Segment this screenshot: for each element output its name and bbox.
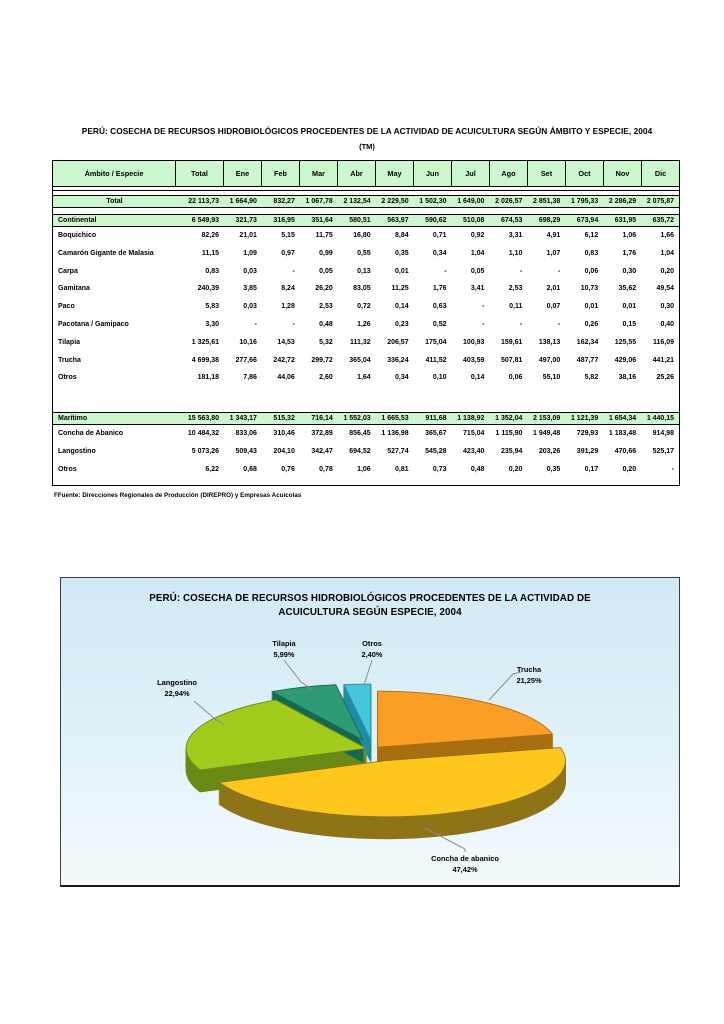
value-cell: 2,01 [546,285,561,293]
value-cell: - [520,320,523,328]
value-cell: 0,06 [584,267,599,275]
value-cell: 5,83 [205,303,219,311]
value-cell: 0,20 [660,267,675,275]
slice-label-name: Langostino [157,678,197,687]
row-label-cell: Total [106,198,123,205]
value-cell: 365,67 [425,430,447,438]
value-cell: 429,06 [614,356,637,364]
row-label-cell: Otros [58,374,77,382]
value-cell: 590,62 [425,217,447,224]
value-cell: 411,52 [425,356,447,364]
value-cell: 729,93 [576,430,599,438]
table-row [53,425,679,443]
row-label-cell: Otros [58,465,77,473]
value-cell: 0,34 [432,249,447,257]
value-cell: 856,45 [349,430,371,438]
value-cell: 16,80 [353,232,371,239]
value-cell: 911,68 [425,415,447,423]
value-cell: 0,01 [584,303,599,311]
value-cell: 1 665,53 [381,415,409,423]
slice-label-name: Concha de abanico [431,854,499,863]
row-label-cell: Camarón Gigante de Malasia [58,249,154,257]
value-cell: 0,97 [281,249,295,257]
value-cell: 1 343,17 [229,415,257,423]
value-cell: 1 949,48 [533,430,561,438]
value-cell: 2 286,29 [608,198,637,205]
value-cell: - [520,267,523,275]
value-cell: 0,83 [584,249,599,257]
table-row [53,443,679,461]
value-cell: 1 183,48 [608,430,637,438]
value-cell: 545,28 [425,447,447,455]
value-cell: 35,62 [618,285,637,293]
value-cell: 8,84 [394,232,409,239]
value-cell: 0,48 [470,465,485,473]
value-cell: 0,20 [622,465,637,473]
value-cell: 0,35 [546,465,561,473]
value-cell: 0,35 [394,249,409,257]
value-cell: 1 136,98 [381,430,409,438]
value-cell: 181,18 [197,374,219,382]
chart-title-line1: PERÚ: COSECHA DE RECURSOS HIDROBIOLÓGICOS PROCEDENTES DE LA ACTIVIDAD DE [149,593,591,604]
value-cell: 423,40 [463,447,485,455]
value-cell: 10 484,32 [187,430,219,438]
slice-label-percent: 21,25% [516,676,542,685]
label-leader-line [364,660,372,685]
value-cell: 1,06 [622,232,637,239]
value-cell: 11,25 [391,285,409,293]
table-row [53,352,679,370]
value-cell: 49,54 [656,285,675,293]
header-cell: Total [176,161,224,186]
value-cell: 4 699,38 [191,356,219,364]
value-cell: 159,61 [500,338,523,346]
table-row [53,316,679,334]
row-label-cell: Pacotana / Gamipaco [58,320,129,328]
row-label-cell: Trucha [58,356,81,364]
value-cell: - [482,303,485,311]
value-cell: 3,31 [508,232,523,239]
header-cell: Dic [654,169,667,178]
value-cell: 111,32 [350,338,371,346]
value-cell: 631,95 [614,217,637,224]
value-cell: 15 563,80 [187,415,219,423]
value-cell: 1,28 [281,303,295,311]
label-leader-line [284,660,313,690]
value-cell: 0,63 [432,303,447,311]
value-cell: - [557,267,561,275]
chart-title-line2: ACUICULTURA SEGÚN ESPECIE, 2004 [278,607,462,618]
value-cell: 2 026,57 [495,198,523,205]
header-cell: Ago [490,161,528,186]
value-cell: 1,04 [470,249,485,257]
value-cell: - [292,320,295,328]
value-cell: 3,85 [243,285,257,293]
value-cell: 0,15 [622,320,637,328]
slice-label-name: Tilapia [272,639,296,648]
table-row [53,369,679,387]
value-cell: 1,76 [432,285,447,293]
value-cell: 3,41 [470,285,485,293]
header-cell: Jul [452,161,490,186]
row-label-cell: Gamitana [58,285,90,293]
value-cell: 441,21 [652,356,675,364]
value-cell: 0,99 [319,249,333,257]
value-cell: 6 549,93 [191,217,219,224]
header-cell: Ámbito / Especie [53,161,176,186]
header-cell: Abr [338,161,376,186]
header-cell: Mar [300,161,338,186]
value-cell: 0,10 [432,374,447,382]
header-cell: Ene [224,161,262,186]
value-cell: 100,93 [463,338,485,346]
header-cell: Jun [414,161,452,186]
value-cell: 203,26 [538,447,561,455]
value-cell: 240,39 [197,285,219,293]
value-cell: 698,29 [538,217,561,224]
slice-label [516,664,541,686]
value-cell: - [254,320,257,328]
value-cell: 674,53 [500,217,523,224]
value-cell: 0,73 [432,465,447,473]
value-cell: 2 075,87 [646,198,675,205]
value-cell: 1,10 [508,249,523,257]
value-cell: 351,64 [311,217,333,224]
slice-label-percent: 22,94% [164,689,190,698]
value-cell: 0,23 [394,320,409,328]
slice-label [431,853,499,875]
value-cell: 0,92 [470,232,485,239]
value-cell: 372,89 [311,430,333,438]
slice-label [362,638,383,660]
row-label-cell: Paco [58,303,75,311]
value-cell: 1 352,04 [495,415,523,423]
value-cell: 1 654,34 [608,415,637,423]
table-header-row [53,161,679,187]
table-row [53,195,679,208]
table-body [53,195,679,479]
value-cell: 0,68 [243,465,257,473]
value-cell: 715,04 [463,430,485,438]
chart-panel [60,577,680,887]
value-cell: 21,01 [239,232,257,239]
value-cell: 0,07 [546,303,561,311]
row-label-cell: Continental [58,217,97,224]
value-cell: 0,72 [357,303,371,311]
table-row [53,280,679,298]
value-cell: 299,72 [311,356,333,364]
value-cell: 1 795,33 [570,198,599,205]
value-cell: 2,53 [508,285,523,293]
value-cell: 125,55 [614,338,637,346]
value-cell: 4,91 [546,232,561,239]
value-cell: 509,43 [235,447,257,455]
value-cell: 11,75 [315,232,333,239]
value-cell: 2,53 [319,303,333,311]
row-label-cell: Marítimo [58,415,88,423]
value-cell: 2 229,50 [381,198,409,205]
value-cell: 26,20 [315,285,333,293]
value-cell: 1,07 [546,249,561,257]
value-cell: 1 502,30 [419,198,447,205]
slice-label [272,638,295,660]
value-cell: 365,04 [349,356,371,364]
table-row [53,227,679,245]
data-table [52,160,680,486]
value-cell: 0,83 [205,267,219,275]
table-spacer-row [53,387,679,412]
value-cell: 1,26 [357,320,371,328]
value-cell: 0,20 [508,465,523,473]
header-cell: Nov [604,161,642,186]
value-cell: 0,14 [470,374,485,382]
value-cell: 1 067,78 [305,198,333,205]
value-cell: 1,06 [357,465,371,473]
header-cell: Feb [262,161,300,186]
value-cell: 277,66 [235,356,257,364]
source-note: FFuente: Direcciones Regionales de Producción (DIREPRO) y Empresas Acuícolas [54,492,302,499]
table-row [53,412,679,425]
value-cell: 914,98 [652,430,675,438]
value-cell: 1 138,92 [457,415,485,423]
value-cell: 2 132,54 [343,198,371,205]
value-cell: 0,01 [622,303,637,311]
value-cell: 5,15 [281,232,295,239]
value-cell: 1 121,39 [570,415,599,423]
value-cell: 580,51 [349,217,371,224]
table-row [53,334,679,352]
value-cell: 694,52 [349,447,371,455]
value-cell: 3,30 [205,320,219,328]
value-cell: 563,97 [387,217,409,224]
value-cell: 1 325,61 [191,338,219,346]
value-cell: 2,60 [319,374,333,382]
value-cell: 0,05 [470,267,485,275]
value-cell: 1,09 [243,249,257,257]
value-cell: 0,14 [394,303,409,311]
value-cell: 0,34 [394,374,409,382]
value-cell: 525,17 [652,447,675,455]
value-cell: 22 113,73 [188,198,219,205]
value-cell: 391,29 [576,447,599,455]
table-row [53,298,679,316]
value-cell: 832,27 [273,198,295,205]
value-cell: 507,81 [500,356,523,364]
value-cell: 0,71 [432,232,447,239]
value-cell: 204,10 [273,447,295,455]
value-cell: 0,48 [319,320,333,328]
value-cell: 14,53 [277,338,295,346]
value-cell: 235,94 [500,447,523,455]
table-row [53,214,679,227]
value-cell: 635,72 [652,217,675,224]
value-cell: - [671,465,675,473]
value-cell: 242,72 [273,356,295,364]
value-cell: 82,26 [201,232,219,239]
value-cell: 5,82 [584,374,599,382]
slice-label-percent: 47,42% [452,865,478,874]
value-cell: 116,09 [653,338,675,346]
row-label-cell: Carpa [58,267,78,275]
value-cell: 1 649,00 [457,198,485,205]
value-cell: 6,22 [205,465,219,473]
value-cell: 175,04 [425,338,447,346]
value-cell: 1 664,90 [229,198,257,205]
pie-chart-svg [61,578,679,885]
value-cell: 0,06 [508,374,523,382]
value-cell: 673,94 [576,217,599,224]
value-cell: 316,95 [273,217,295,224]
table-row [53,245,679,263]
header-cell: Set [528,161,566,186]
row-label-cell: Tilapia [58,338,81,346]
value-cell: - [444,267,447,275]
table-row [53,461,679,479]
value-cell: 0,52 [432,320,447,328]
value-cell: 321,73 [235,217,257,224]
value-cell: 83,05 [353,285,371,293]
value-cell: - [482,320,485,328]
slice-label-percent: 5,99% [273,650,295,659]
value-cell: 0,30 [660,303,675,311]
value-cell: 7,86 [243,374,257,382]
value-cell: 10,16 [239,338,257,346]
header-cell: May [376,161,414,186]
value-cell: 10,73 [580,285,599,293]
table-title: PERÚ: COSECHA DE RECURSOS HIDROBIOLÓGICOS PROCEDENTES DE LA ACTIVIDAD DE ACUICULTURA SEGÚN ÁMBITO Y ESPECIE, 2004 [81,126,653,136]
value-cell: 2 851,38 [533,198,561,205]
value-cell: 0,03 [243,267,257,275]
value-cell: 1,04 [660,249,675,257]
value-cell: 0,55 [357,249,371,257]
value-cell: 5 073,26 [191,447,219,455]
value-cell: 0,78 [319,465,333,473]
table-units-subtitle: (TM) [359,142,375,151]
row-label-cell: Langostino [58,447,96,455]
value-cell: 0,76 [281,465,295,473]
value-cell: 515,32 [273,415,295,423]
slice-label-percent: 2,40% [361,650,383,659]
value-cell: 6,12 [584,232,599,239]
value-cell: 8,24 [281,285,295,293]
value-cell: 138,13 [538,338,561,346]
value-cell: 1 552,03 [343,415,371,423]
value-cell: 527,74 [387,447,409,455]
value-cell: 5,32 [319,338,333,346]
value-cell: 1,66 [660,232,675,239]
value-cell: 0,81 [394,465,409,473]
value-cell: 162,34 [576,338,599,346]
table-row [53,263,679,281]
value-cell: 403,59 [463,356,485,364]
value-cell: 510,08 [463,217,485,224]
row-label-cell: Boquichico [58,232,97,239]
value-cell: 11,15 [201,249,219,257]
value-cell: 1,76 [622,249,637,257]
value-cell: 0,17 [584,465,599,473]
value-cell: 2 153,09 [533,415,561,423]
value-cell: 0,26 [584,320,599,328]
value-cell: 38,16 [618,374,637,382]
slice-label-name: Trucha [516,665,542,674]
value-cell: 1 115,90 [495,430,523,438]
value-cell: 716,14 [311,415,333,423]
value-cell: 0,30 [622,267,637,275]
value-cell: 310,46 [273,430,295,438]
value-cell: 44,06 [277,374,295,382]
value-cell: 833,06 [235,430,257,438]
value-cell: 55,10 [542,374,561,382]
value-cell: - [292,267,295,275]
slice-label [157,677,197,699]
value-cell: 487,77 [576,356,599,364]
value-cell: 470,66 [614,447,637,455]
value-cell: 497,00 [538,356,561,364]
value-cell: 1,64 [357,374,371,382]
value-cell: 336,24 [387,356,409,364]
value-cell: 0,40 [660,320,675,328]
value-cell: 206,57 [387,338,409,346]
value-cell: 0,11 [509,303,523,311]
value-cell: - [557,320,561,328]
value-cell: 0,01 [394,267,409,275]
value-cell: 0,05 [319,267,333,275]
value-cell: 25,26 [656,374,675,382]
row-label-cell: Concha de Abanico [58,430,124,438]
value-cell: 0,13 [357,267,371,275]
value-cell: 342,47 [311,447,333,455]
value-cell: 1 440,15 [646,415,675,423]
slice-label-name: Otros [362,639,382,648]
value-cell: 0,03 [243,303,257,311]
header-cell: Oct [566,161,604,186]
